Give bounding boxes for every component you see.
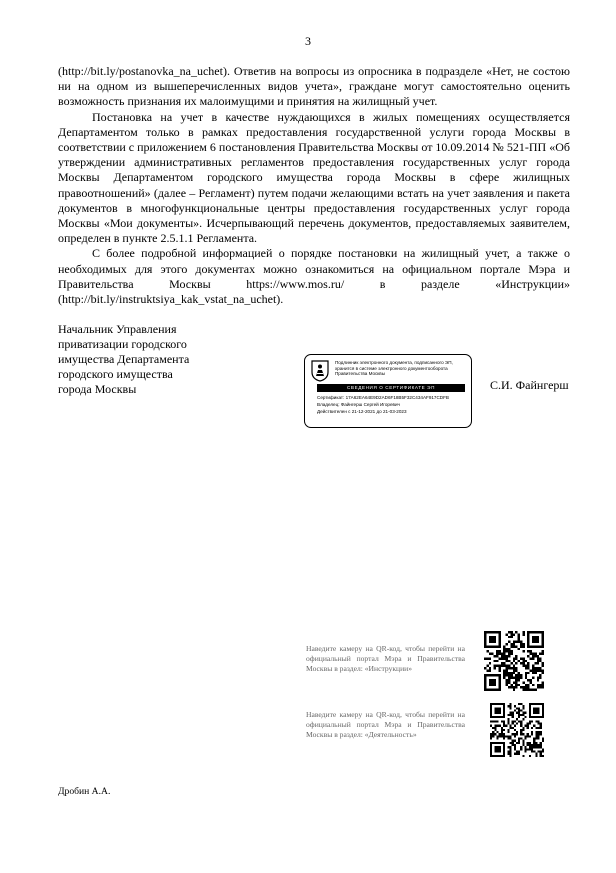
paragraph-1: (http://bit.ly/postanovka_na_uchet). Ответив на вопросы из опросника в подразделе «Нет, не состою ни на одном из вышеперечисленных видов учета», граждане могут самостоятельно оценить возможность признания их малоимущими и принятия на жилищный учет. [58, 64, 570, 109]
signatory-title-line: имущества Департамента [58, 352, 190, 366]
signatory-title-line: Начальник Управления [58, 322, 177, 336]
signatory-title-line: приватизации городского [58, 337, 187, 351]
signatory-name: С.И. Файнгерш [490, 378, 569, 392]
signatory-title-line: городского имущества [58, 367, 173, 381]
stamp-header [335, 360, 469, 377]
stamp-header-line: Правительства Москвы [335, 371, 386, 377]
stamp-header-line: хранится в системе электронного документооборота [335, 365, 448, 371]
stamp-header-line: Подлинник электронного документа, подписанного ЭП, [335, 360, 453, 365]
electronic-signature-stamp [304, 354, 472, 428]
moscow-emblem-icon [310, 360, 330, 382]
stamp-owner: Владелец: Файнгерш Сергей Игоревич [317, 402, 400, 407]
stamp-certificate: Сертификат: 17A62EA64E9D2AD6F18B5F32C434AF917CDFB [317, 395, 449, 400]
performer-name: Дробин А.А. [58, 786, 111, 797]
qr-code-activity[interactable] [490, 703, 544, 757]
stamp-validity: Действителен с 21-12-2021 до 21-03-2023 [317, 409, 407, 414]
signatory-title-line: города Москвы [58, 382, 137, 396]
qr-caption-instructions: Наведите камеру на QR-код, чтобы перейти на официальный портал Мэра и Правительства Москвы в раздел: «Инструкции» [306, 644, 465, 673]
paragraph-2: Постановка на учет в качестве нуждающихся в жилых помещениях осуществляется Департаментом только в рамках предоставления государственной услуги города Москвы в соответствии с приложением 6 постановления Правительства Москвы от 10.09.2014 № 521-ПП «Об утверждении административных регламентов предоставления государственных услуг города Москвы Департаментом городского имущества города Москвы в сфере жилищных правоотношений» (далее – Регламент) путем подачи желающими встать на учет заявления и пакета документов в многофункциональные центры предоставления государственных услуг города Москвы «Мои документы». Исчерпывающий перечень документов, предоставляемых заявителем, определен в пункте 2.5.1.1 Регламента. [58, 109, 570, 246]
stamp-details [317, 394, 469, 415]
page-number: 3 [305, 34, 311, 48]
stamp-band-label: СВЕДЕНИЯ О СЕРТИФИКАТЕ ЭП [317, 384, 465, 392]
signatory-title [58, 322, 218, 397]
paragraph-3: С более подробной информацией о порядке постановки на жилищный учет, а также о необходимых для этого документах можно ознакомиться на официальном портале Мэра и Правительства Москвы https://www.mos.ru/ в разделе «Инструкции» (http://bit.ly/instruktsiya_kak_vstat_na_uchet). [58, 246, 570, 307]
qr-code-instructions[interactable] [484, 631, 544, 691]
document-body [58, 64, 570, 307]
qr-caption-activity: Наведите камеру на QR-код, чтобы перейти на официальный портал Мэра и Правительства Москвы в раздел: «Деятельность» [306, 710, 465, 739]
